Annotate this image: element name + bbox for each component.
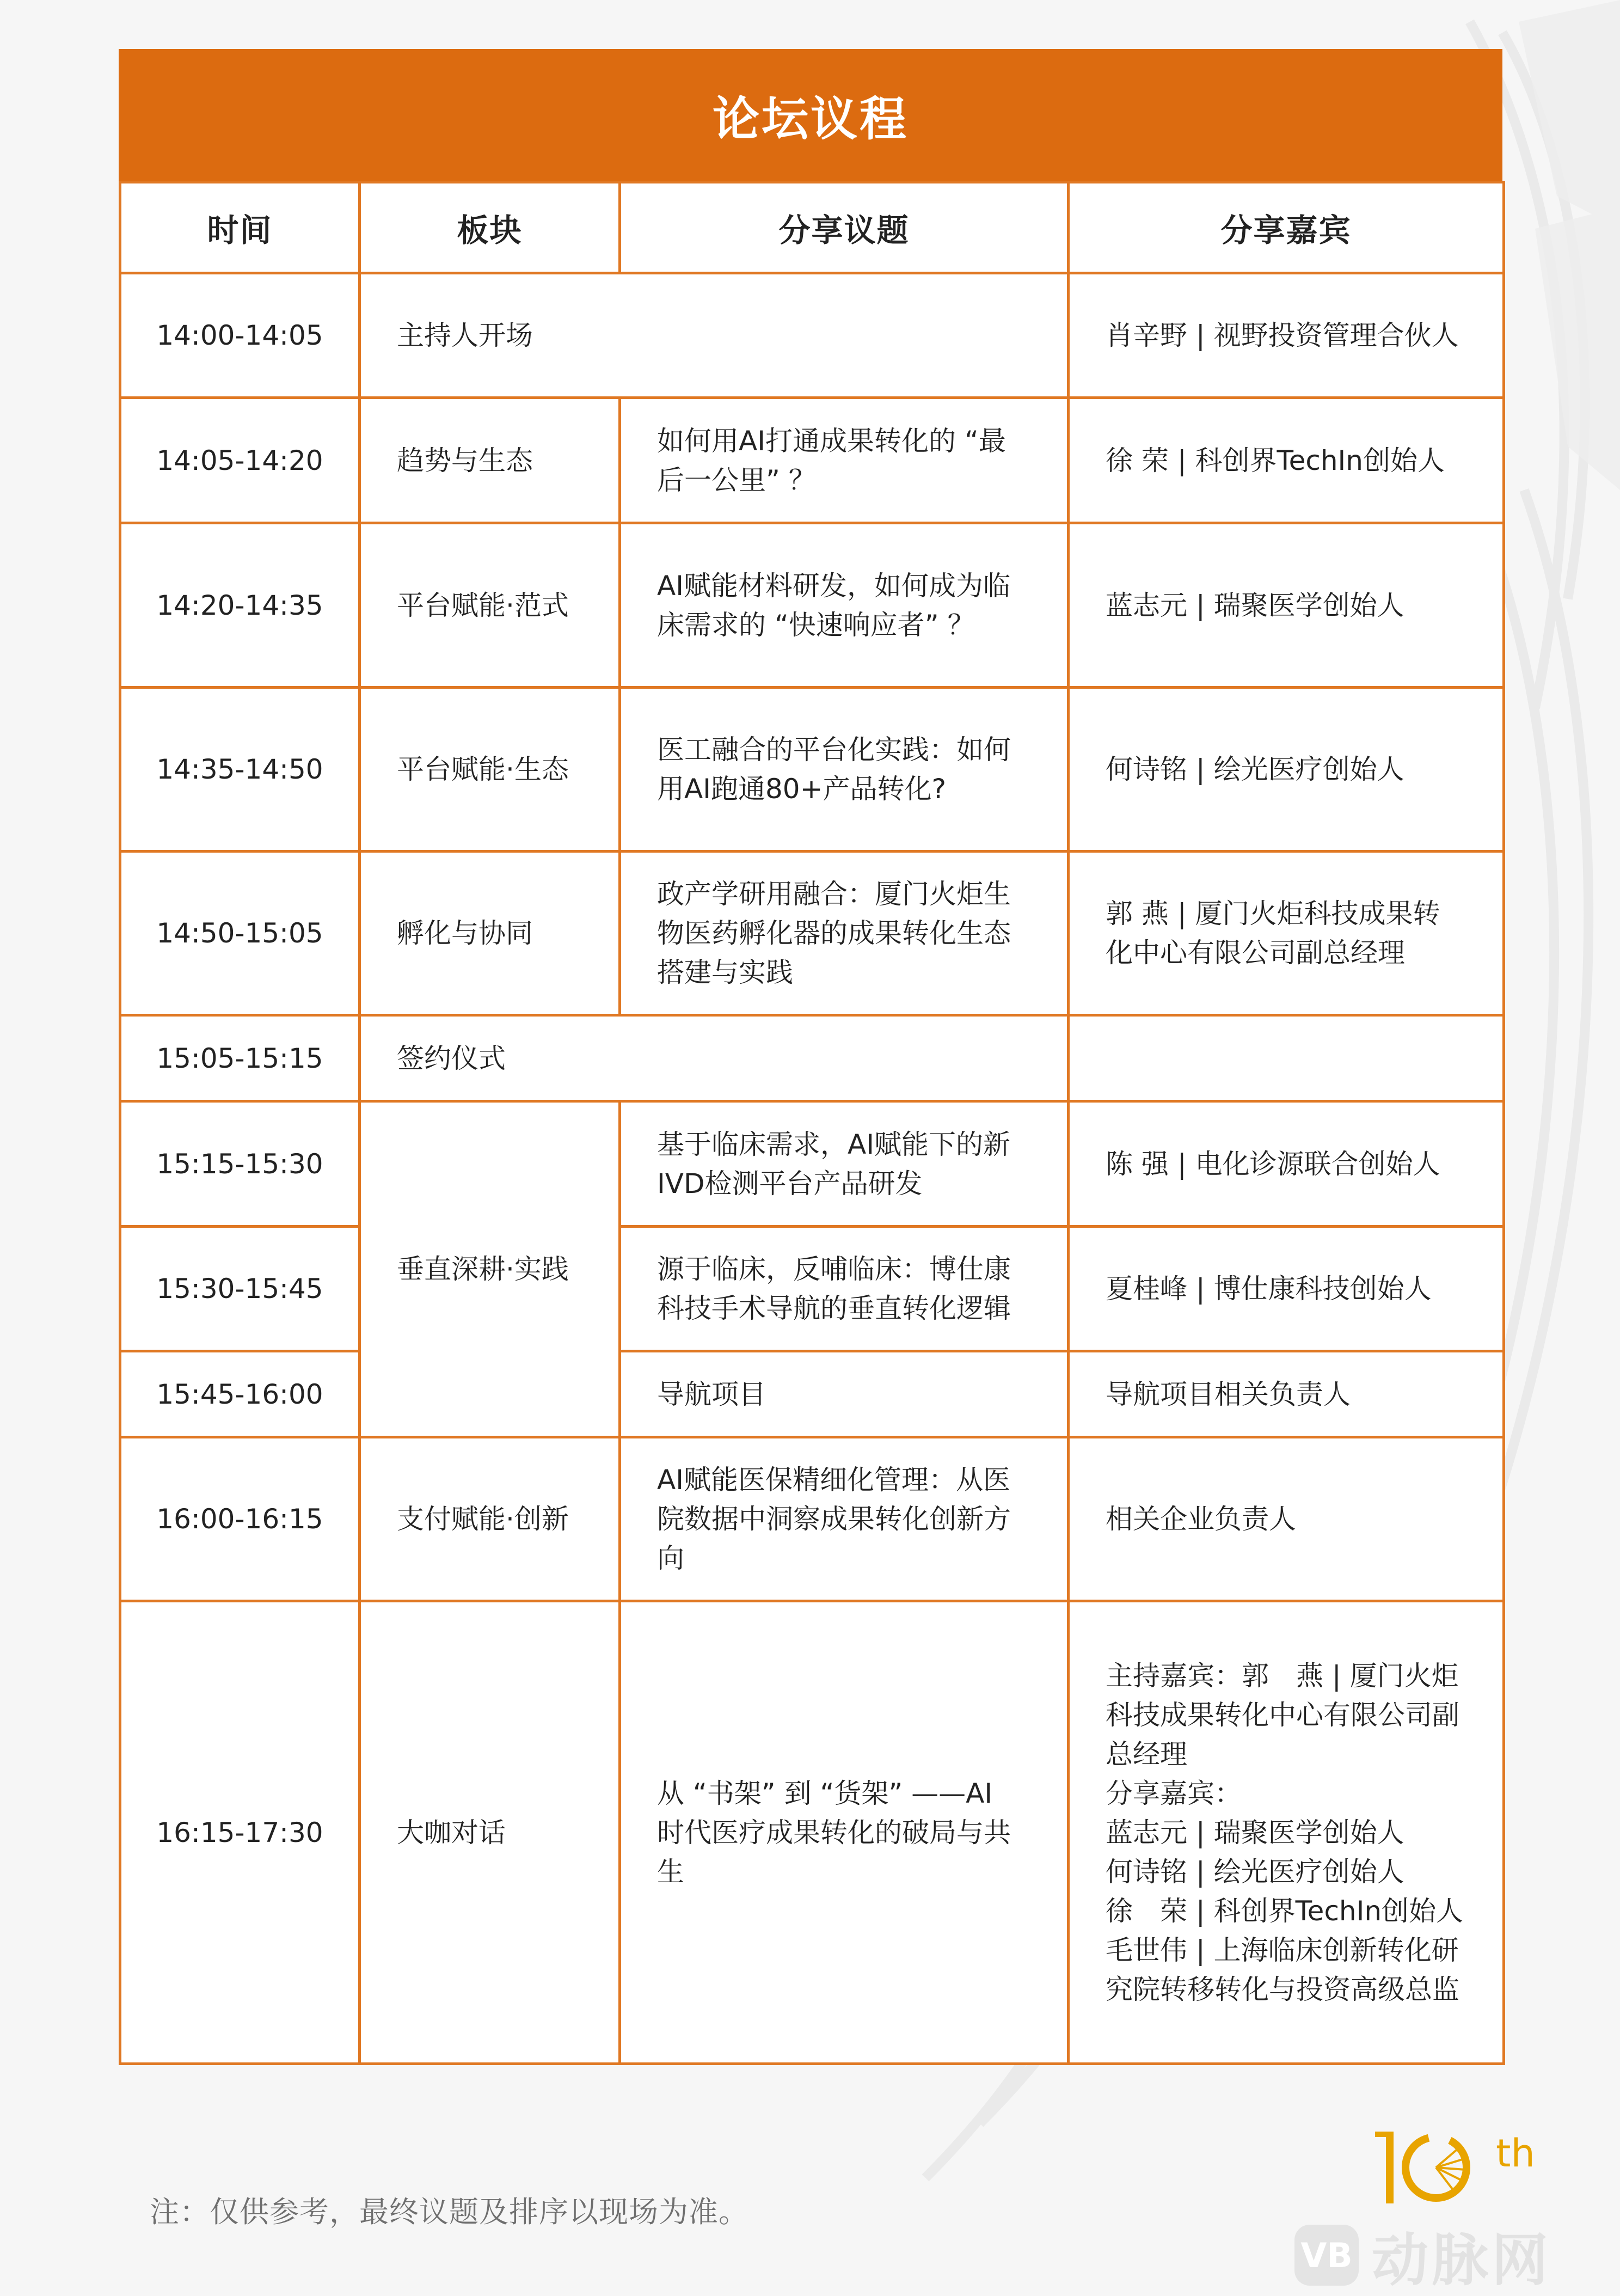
guest-line: 主持嘉宾：郭 燕 | 厦门火炬	[1106, 1660, 1459, 1692]
table-row	[120, 852, 1504, 1015]
topic-line: AI赋能材料研发，如何成为临	[657, 570, 1010, 602]
guest-line: 蓝志元 | 瑞聚医学创始人	[1106, 1816, 1404, 1848]
header-row	[120, 182, 1504, 273]
dongmai-logo	[1294, 2222, 1599, 2293]
guest-line: 郭 燕 | 厦门火炬科技成果转	[1106, 898, 1440, 929]
time-cell: 15:05-15:15	[120, 1015, 360, 1101]
topic-line: 生	[657, 1856, 684, 1888]
topic-cell	[620, 688, 1069, 852]
guest-line: 徐 荣 | 科创界TechIn创始人	[1106, 1895, 1464, 1927]
anniversary-suffix: th	[1496, 2131, 1535, 2176]
topic-line: 向	[657, 1542, 684, 1574]
column-header-time: 时间	[120, 182, 360, 273]
topic-cell	[620, 1437, 1069, 1601]
topic-cell	[620, 852, 1069, 1015]
topic-line: 科技手术导航的垂直转化逻辑	[657, 1293, 1011, 1324]
guest-line: 陈 强 | 电化诊源联合创始人	[1106, 1148, 1440, 1180]
guest-cell	[1069, 1601, 1504, 2064]
topic-line: 基于临床需求，AI赋能下的新	[657, 1128, 1010, 1160]
section-cell: 主持人开场	[360, 273, 1069, 398]
topic-cell	[620, 1101, 1069, 1227]
table-row	[120, 1227, 1504, 1351]
topic-line: IVD检测平台产品研发	[657, 1167, 923, 1199]
section-cell: 支付赋能·创新	[360, 1437, 620, 1601]
topic-cell	[620, 1227, 1069, 1351]
ten-mark-icon	[1375, 2132, 1466, 2203]
table-row	[120, 273, 1504, 398]
topic-line: 从 “书架” 到 “货架” ——AI	[657, 1777, 993, 1809]
time-cell: 16:00-16:15	[120, 1437, 360, 1601]
topic-line: 用AI跑通80+产品转化?	[657, 773, 947, 805]
anniversary-10th-logo	[1372, 2126, 1546, 2208]
brand-wordmark: 动脉网	[1372, 2227, 1552, 2293]
topic-line: 搭建与实践	[657, 957, 793, 988]
topic-line: 物医药孵化器的成果转化生态	[657, 917, 1011, 949]
vb-badge-icon: VB	[1294, 2225, 1359, 2286]
guest-line: 导航项目相关负责人	[1106, 1378, 1351, 1410]
topic-line: 如何用AI打通成果转化的 “最	[657, 425, 1006, 457]
agenda-panel	[119, 49, 1502, 2065]
guest-line: 毛世伟 | 上海临床创新转化研	[1106, 1934, 1459, 1966]
guest-line: 肖辛野 | 视野投资管理合伙人	[1106, 320, 1459, 351]
time-cell: 14:50-15:05	[120, 852, 360, 1015]
topic-line: 导航项目	[657, 1378, 766, 1410]
table-row	[120, 1351, 1504, 1437]
guest-line: 夏桂峰 | 博仕康科技创始人	[1106, 1273, 1432, 1305]
guest-cell	[1069, 1351, 1504, 1437]
topic-cell	[620, 523, 1069, 688]
section-cell: 趋势与生态	[360, 398, 620, 523]
topic-line: 后一公里” ？	[657, 464, 816, 496]
guest-line: 蓝志元 | 瑞聚医学创始人	[1106, 589, 1404, 621]
time-cell: 14:20-14:35	[120, 523, 360, 688]
section-cell: 大咖对话	[360, 1601, 620, 2064]
topic-line: AI赋能医保精细化管理：从医	[657, 1464, 1010, 1496]
column-header-guest: 分享嘉宾	[1069, 182, 1504, 273]
guest-cell	[1069, 1437, 1504, 1601]
topic-line: 床需求的 “快速响应者” ？	[657, 609, 975, 641]
time-cell: 16:15-17:30	[120, 1601, 360, 2064]
time-cell: 15:45-16:00	[120, 1351, 360, 1437]
section-cell: 签约仪式	[360, 1015, 1069, 1101]
guest-line: 分享嘉宾：	[1106, 1777, 1242, 1809]
table-row	[120, 398, 1504, 523]
table-row	[120, 1437, 1504, 1601]
section-cell: 垂直深耕·实践	[360, 1101, 620, 1437]
table-row	[120, 1601, 1504, 2064]
guest-cell	[1069, 1015, 1504, 1101]
section-cell: 平台赋能·生态	[360, 688, 620, 852]
guest-line: 何诗铭 | 绘光医疗创始人	[1106, 754, 1404, 785]
table-row	[120, 1015, 1504, 1101]
guest-line: 化中心有限公司副总经理	[1106, 937, 1405, 969]
topic-line: 政产学研用融合：厦门火炬生	[657, 878, 1011, 910]
guest-line: 究院转移转化与投资高级总监	[1106, 1973, 1459, 2005]
topic-cell	[620, 1601, 1069, 2064]
guest-cell	[1069, 1227, 1504, 1351]
table-row	[120, 1101, 1504, 1227]
guest-cell	[1069, 398, 1504, 523]
guest-line: 科技成果转化中心有限公司副	[1106, 1699, 1459, 1731]
guest-cell	[1069, 523, 1504, 688]
guest-cell	[1069, 852, 1504, 1015]
table-row	[120, 688, 1504, 852]
guest-line: 相关企业负责人	[1106, 1503, 1296, 1535]
table-row	[120, 523, 1504, 688]
time-cell: 14:00-14:05	[120, 273, 360, 398]
guest-line: 何诗铭 | 绘光医疗创始人	[1106, 1856, 1404, 1888]
guest-line: 总经理	[1106, 1738, 1187, 1770]
topic-line: 时代医疗成果转化的破局与共	[657, 1816, 1011, 1848]
section-cell: 平台赋能·范式	[360, 523, 620, 688]
guest-line: 徐 荣 | 科创界TechIn创始人	[1106, 444, 1445, 476]
agenda-table	[119, 181, 1505, 2065]
time-cell: 14:35-14:50	[120, 688, 360, 852]
guest-cell	[1069, 1101, 1504, 1227]
column-header-section: 板块	[360, 182, 620, 273]
footnote: 注：仅供参考，最终议题及排序以现场为准。	[150, 2195, 748, 2229]
guest-cell	[1069, 688, 1504, 852]
topic-cell	[620, 1351, 1069, 1437]
guest-cell	[1069, 273, 1504, 398]
time-cell: 15:15-15:30	[120, 1101, 360, 1227]
topic-line: 院数据中洞察成果转化创新方	[657, 1503, 1011, 1535]
time-cell: 15:30-15:45	[120, 1227, 360, 1351]
topic-cell	[620, 398, 1069, 523]
agenda-title: 论坛议程	[119, 49, 1502, 181]
topic-line: 医工融合的平台化实践：如何	[657, 734, 1011, 766]
section-cell: 孵化与协同	[360, 852, 620, 1015]
topic-line: 源于临床，反哺临床：博仕康	[657, 1253, 1011, 1285]
time-cell: 14:05-14:20	[120, 398, 360, 523]
column-header-topic: 分享议题	[620, 182, 1069, 273]
